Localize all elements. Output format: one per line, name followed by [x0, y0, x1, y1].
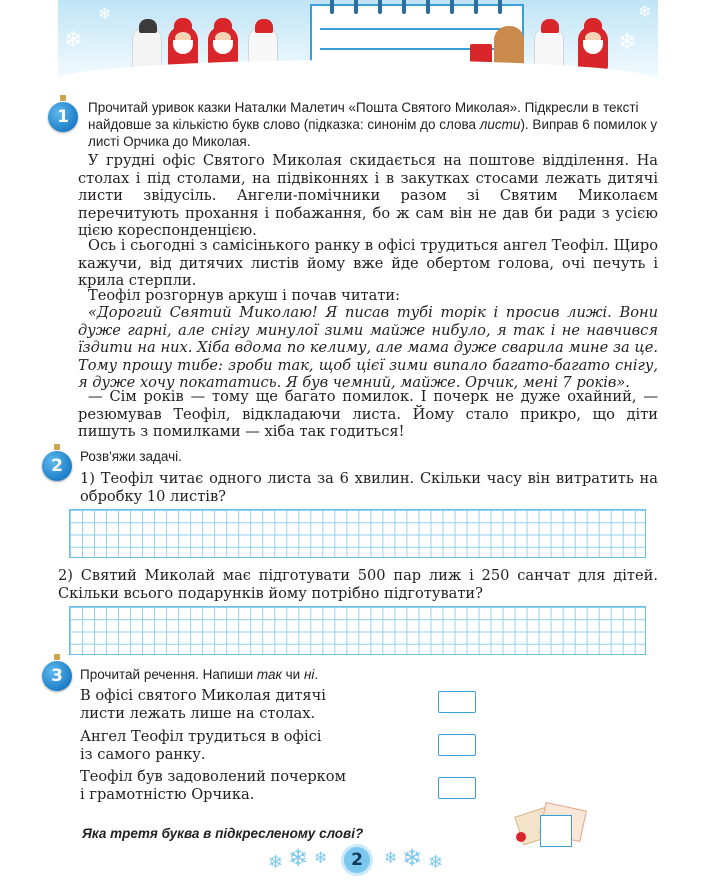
- snowflake-icon: ❄: [618, 30, 637, 55]
- snowflake-icon: ❄: [638, 2, 652, 21]
- task2-instruction: Розв'яжи задачі.: [80, 449, 182, 464]
- snowflake-icon: ❄: [268, 852, 284, 873]
- answer-box[interactable]: [438, 777, 476, 799]
- page-footer: [0, 842, 704, 882]
- santa-icon: [578, 26, 608, 72]
- problem-2: 2) Святий Миколай має підготувати 500 пар лиж і 250 санчат для дітей. Скільки всього подарунків йому потрібно підготувати?: [58, 567, 658, 602]
- story-paragraph: — Сім років — тому ще багато помилок. І почерк не дуже охайний, — резюмував Теофіл, відкладаючи листа. Йому стало прикро, що діти пишуть з помилками — хіба так годиться!: [78, 388, 658, 441]
- snowflake-icon: ❄: [384, 848, 398, 867]
- snowflake-icon: ❄: [64, 28, 83, 53]
- snowflake-icon: ❄: [98, 4, 112, 23]
- answer-box[interactable]: [438, 691, 476, 713]
- answer-grid[interactable]: [69, 509, 646, 558]
- snowflake-icon: ❄: [288, 844, 309, 872]
- task-number-badge: 2: [42, 451, 72, 481]
- statement: В офісі святого Миколая дитячі листи лежать лише на столах.: [80, 687, 326, 722]
- orchyk-letter[interactable]: «Дорогий Святий Миколаю! Я писав тубі торік і просив лижі. Вони дуже гарні, але снігу минулої зими майже нибуло, я так і не навчився їздити на них. Хіба вдома по келиму, але мама дуже сварила мине за це. Тому прошу тибе: зроби так, щоб цієї зими випало багато-багато снігу, я дуже хочу покататись. Я був чемний, майже. Орчик, мені 7 років».: [78, 304, 658, 392]
- story-paragraph: Теофіл розгорнув аркуш і почав читати:: [88, 287, 401, 304]
- statement: Теофіл був задоволений почерком і грамотністю Орчика.: [80, 768, 346, 803]
- page-number: 2: [341, 844, 373, 876]
- problem-1: 1) Теофіл читає одного листа за 6 хвилин. Скільки часу він витратить на обробку 10 листів?: [80, 470, 658, 505]
- snowflake-icon: ❄: [314, 848, 328, 867]
- snowflake-icon: ❄: [402, 844, 423, 872]
- statement: Ангел Теофіл трудиться в офісі із самого ранку.: [80, 728, 322, 763]
- task1-instruction: Прочитай уривок казки Наталки Малетич «Пошта Святого Миколая». Підкресли в тексті найдовше за кількістю букв слово (підказка: синонім до слова листи). Виправ 6 помилок у листі Орчика до Миколая.: [88, 100, 658, 149]
- answer-grid[interactable]: [69, 606, 646, 655]
- snowflake-icon: ❄: [428, 852, 444, 873]
- answer-box[interactable]: [438, 734, 476, 756]
- story-paragraph: Ось і сьогодні з самісінького ранку в офісі трудиться ангел Теофіл. Щиро кажучи, від дитячих листів йому вже йде обертом голова, очі печуть і крила стерпли.: [78, 237, 658, 290]
- task-number-badge: 1: [48, 102, 78, 132]
- story-paragraph: У грудні офіс Святого Миколая скидається на поштове відділення. На столах і під столами, на підвіконнях і в закутках стосами лежать дитячі листи звідусіль. Ангели-помічники разом зі Святим Миколаєм перечитують прохання і побажання, бо ж сам він не дав би ради з усією цією кореспонденцією.: [78, 152, 658, 240]
- header-banner: [58, 0, 658, 80]
- task3-instruction: Прочитай речення. Напиши так чи ні.: [80, 667, 319, 682]
- bonus-question: Яка третя буква в підкресленому слові?: [82, 826, 364, 841]
- task-number-badge: 3: [42, 661, 72, 691]
